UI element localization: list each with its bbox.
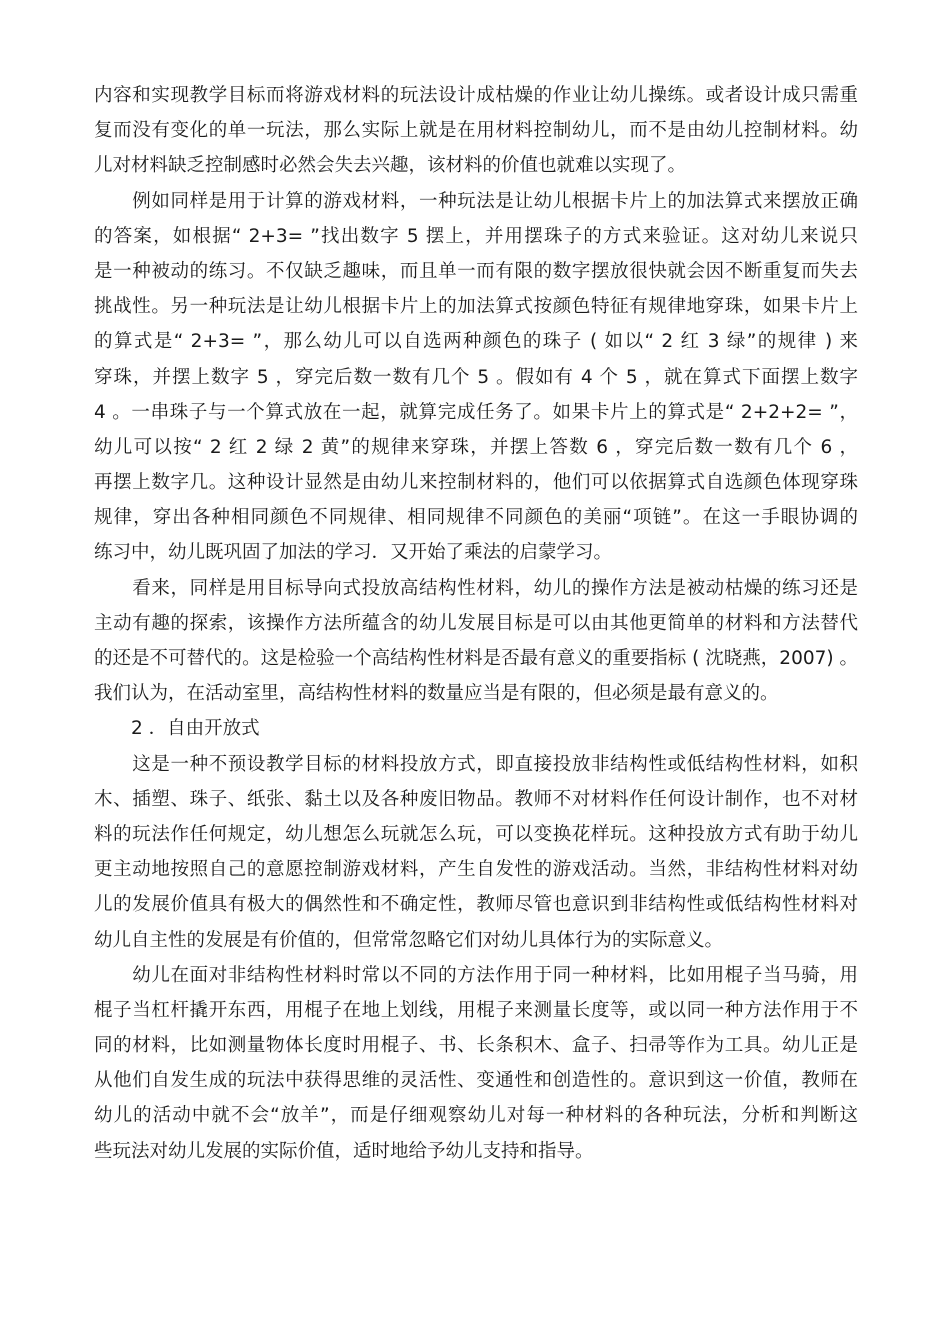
paragraph bbox=[94, 958, 858, 1169]
text-line: 看来，同样是用目标导向式投放高结构性材料，幼儿的操作方法是被动枯燥的练习还是 bbox=[94, 577, 858, 599]
text-line: 例如同样是用于计算的游戏材料，一种玩法是让幼儿根据卡片上的加法算式来摆放正确 bbox=[94, 190, 858, 212]
text-line: 这是一种不预设教学目标的材料投放方式，即直接投放非结构性或低结构性材料，如积 bbox=[94, 753, 858, 775]
text-line: 练习中，幼儿既巩固了加法的学习．又开始了乘法的启蒙学习。 bbox=[94, 542, 613, 564]
text-line: 幼儿可以按“ 2 红 2 绿 2 黄”的规律来穿珠，并摆上答数 6 ，穿完后数一数有几个 6 ， bbox=[94, 436, 858, 458]
paragraph bbox=[94, 78, 858, 184]
text-line: 是一种被动的练习。不仅缺乏趣味，而且单一而有限的数字摆放很快就会因不断重复而失去 bbox=[94, 260, 858, 282]
text-line: 儿的发展价值具有极大的偶然性和不确定性，教师尽管也意识到非结构性或低结构性材料对 bbox=[94, 894, 858, 916]
text-line: 2 ．自由开放式 bbox=[94, 718, 260, 740]
text-line: 挑战性。另一种玩法是让幼儿根据卡片上的加法算式按颜色特征有规律地穿珠，如果卡片上 bbox=[94, 296, 858, 318]
text-line: 的算式是“ 2+3= ”，那么幼儿可以自选两种颜色的珠子 ( 如以“ 2 红 3 绿”的规律 ) 来 bbox=[94, 331, 858, 353]
text-line: 幼儿在面对非结构性材料时常以不同的方法作用于同一种材料，比如用棍子当马骑，用 bbox=[94, 964, 858, 986]
text-line: 些玩法对幼儿发展的实际价值，适时地给予幼儿支持和指导。 bbox=[94, 1140, 594, 1162]
text-line: 主动有趣的探索，该操作方法所蕴含的幼儿发展目标是可以由其他更简单的材料和方法替代 bbox=[94, 612, 858, 634]
text-line: 再摆上数字几。这种设计显然是由幼儿来控制材料的，他们可以依据算式自选颜色体现穿珠 bbox=[94, 472, 858, 494]
text-line: 儿对材料缺乏控制感时必然会失去兴趣，该材料的价值也就难以实现了。 bbox=[94, 155, 687, 177]
paragraph bbox=[94, 711, 858, 746]
text-line: 木、插塑、珠子、纸张、黏土以及各种废旧物品。教师不对材料作任何设计制作，也不对材 bbox=[94, 788, 858, 810]
paragraph bbox=[94, 571, 858, 712]
text-line: 4 。一串珠子与一个算式放在一起，就算完成任务了。如果卡片上的算式是“ 2+2+2= ”， bbox=[94, 401, 858, 423]
text-line: 从他们自发生成的玩法中获得思维的灵活性、变通性和创造性的。意识到这一价值，教师在 bbox=[94, 1070, 858, 1092]
text-line: 复而没有变化的单一玩法，那么实际上就是在用材料控制幼儿，而不是由幼儿控制材料。幼 bbox=[94, 120, 858, 142]
text-line: 穿珠，并摆上数字 5 ，穿完后数一数有几个 5 。假如有 4 个 5 ，就在算式下面摆上数字 bbox=[94, 366, 858, 388]
text-line: 料的玩法作任何规定，幼儿想怎么玩就怎么玩，可以变换花样玩。这种投放方式有助于幼儿 bbox=[94, 823, 858, 845]
paragraph bbox=[94, 747, 858, 958]
text-line: 我们认为，在活动室里，高结构性材料的数量应当是有限的，但必须是最有意义的。 bbox=[94, 683, 779, 705]
text-line: 同的材料，比如测量物体长度时用棍子、书、长条积木、盒子、扫帚等作为工具。幼儿正是 bbox=[94, 1035, 858, 1057]
text-line: 的还是不可替代的。这是检验一个高结构性材料是否最有意义的重要指标 ( 沈晓燕，2007) 。 bbox=[94, 648, 858, 669]
text-line: 的答案，如根据“ 2+3= ”找出数字 5 摆上，并用摆珠子的方式来验证。这对幼儿来说只 bbox=[94, 225, 858, 247]
body-text bbox=[94, 78, 858, 1169]
text-line: 内容和实现教学目标而将游戏材料的玩法设计成枯燥的作业让幼儿操练。或者设计成只需重 bbox=[94, 85, 858, 106]
text-line: 幼儿的活动中就不会“放羊”，而是仔细观察幼儿对每一种材料的各种玩法，分析和判断这 bbox=[94, 1105, 858, 1127]
paragraph bbox=[94, 184, 858, 571]
text-line: 幼儿自主性的发展是有价值的，但常常忽略它们对幼儿具体行为的实际意义。 bbox=[94, 929, 724, 951]
text-line: 更主动地按照自己的意愿控制游戏材料，产生自发性的游戏活动。当然，非结构性材料对幼 bbox=[94, 859, 858, 881]
text-line: 棍子当杠杆撬开东西，用棍子在地上划线，用棍子来测量长度等，或以同一种方法作用于不 bbox=[94, 999, 858, 1021]
text-line: 规律，穿出各种相同颜色不同规律、相同规律不同颜色的美丽“项链”。在这一手眼协调的 bbox=[94, 507, 858, 529]
